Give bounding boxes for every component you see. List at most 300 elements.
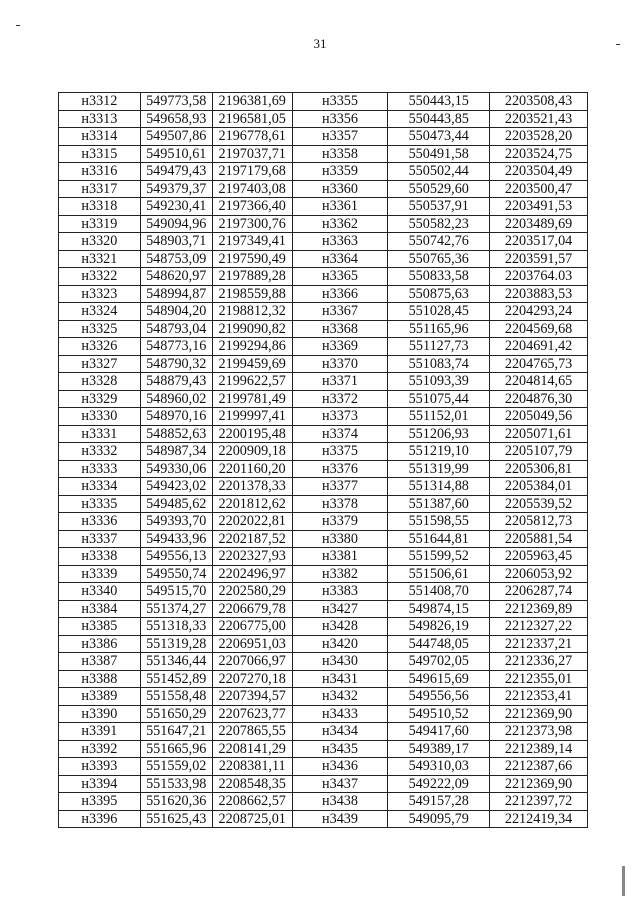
y-left: 2202496,97 [212,565,292,583]
point-id-left: н3388 [59,670,141,688]
y-right: 2212337,21 [490,635,588,653]
x-right: 551206,93 [388,425,490,443]
y-left: 2208548,35 [212,775,292,793]
point-id-left: н3315 [59,145,141,163]
point-id-right: н3436 [292,758,388,776]
x-left: 551318,33 [140,618,212,636]
x-left: 549485,62 [140,495,212,513]
x-right: 550742,76 [388,233,490,251]
table-row [59,583,588,601]
x-right: 550473,44 [388,128,490,146]
y-left: 2199997,41 [212,408,292,426]
x-right: 549874,15 [388,600,490,618]
x-left: 551559,02 [140,758,212,776]
point-id-right: н3366 [292,285,388,303]
table-row [59,355,588,373]
y-right: 2203491,53 [490,198,588,216]
x-right: 551028,45 [388,303,490,321]
table-row [59,250,588,268]
x-left: 551533,98 [140,775,212,793]
x-right: 551083,74 [388,355,490,373]
point-id-right: н3374 [292,425,388,443]
x-right: 551644,81 [388,530,490,548]
y-right: 2212369,90 [490,705,588,723]
x-left: 548793,04 [140,320,212,338]
point-id-left: н3324 [59,303,141,321]
y-left: 2199090,82 [212,320,292,338]
table-row [59,618,588,636]
y-right: 2205384,01 [490,478,588,496]
page-number: 31 [313,36,327,51]
scan-mark-right [616,44,620,45]
point-id-left: н3385 [59,618,141,636]
y-left: 2202327,93 [212,548,292,566]
x-right: 549222,09 [388,775,490,793]
table-row [59,303,588,321]
x-left: 548620,97 [140,268,212,286]
y-right: 2212327,22 [490,618,588,636]
y-right: 2203524,75 [490,145,588,163]
y-left: 2207066,97 [212,653,292,671]
y-right: 2205963,45 [490,548,588,566]
point-id-left: н3392 [59,740,141,758]
point-id-right: н3363 [292,233,388,251]
y-left: 2207865,55 [212,723,292,741]
y-left: 2200195,48 [212,425,292,443]
point-id-right: н3420 [292,635,388,653]
y-right: 2204765,73 [490,355,588,373]
point-id-right: н3430 [292,653,388,671]
x-right: 549389,17 [388,740,490,758]
point-id-right: н3435 [292,740,388,758]
y-right: 2212389,14 [490,740,588,758]
x-right: 551319,99 [388,460,490,478]
y-right: 2203517,04 [490,233,588,251]
x-right: 551408,70 [388,583,490,601]
coordinates-table [58,92,588,828]
x-left: 551620,36 [140,793,212,811]
point-id-right: н3378 [292,495,388,513]
x-left: 551650,29 [140,705,212,723]
y-left: 2202187,52 [212,530,292,548]
coordinates-table-body [59,93,588,828]
y-left: 2199459,69 [212,355,292,373]
x-right: 549310,03 [388,758,490,776]
point-id-left: н3320 [59,233,141,251]
table-row [59,653,588,671]
x-right: 550491,58 [388,145,490,163]
y-right: 2205812,73 [490,513,588,531]
point-id-left: н3333 [59,460,141,478]
point-id-left: н3339 [59,565,141,583]
y-right: 2203883,53 [490,285,588,303]
y-left: 2197349,41 [212,233,292,251]
point-id-right: н3371 [292,373,388,391]
point-id-right: н3355 [292,93,388,111]
table-row [59,233,588,251]
point-id-right: н3437 [292,775,388,793]
table-row [59,268,588,286]
y-left: 2200909,18 [212,443,292,461]
x-right: 551387,60 [388,495,490,513]
table-row [59,93,588,111]
x-right: 551152,01 [388,408,490,426]
point-id-right: н3438 [292,793,388,811]
table-row [59,215,588,233]
point-id-left: н3394 [59,775,141,793]
y-left: 2199294,86 [212,338,292,356]
x-left: 548904,20 [140,303,212,321]
x-right: 549417,60 [388,723,490,741]
point-id-left: н3395 [59,793,141,811]
y-left: 2196381,69 [212,93,292,111]
point-id-right: н3382 [292,565,388,583]
point-id-right: н3427 [292,600,388,618]
x-right: 549510,52 [388,705,490,723]
table-row [59,180,588,198]
x-right: 551093,39 [388,373,490,391]
y-left: 2206679,78 [212,600,292,618]
table-row [59,460,588,478]
y-left: 2207394,57 [212,688,292,706]
table-row [59,758,588,776]
y-left: 2207623,77 [212,705,292,723]
table-row [59,478,588,496]
x-left: 551319,28 [140,635,212,653]
table-row [59,513,588,531]
x-left: 549230,41 [140,198,212,216]
point-id-left: н3313 [59,110,141,128]
point-id-left: н3393 [59,758,141,776]
x-right: 550529,60 [388,180,490,198]
y-right: 2212387,66 [490,758,588,776]
x-left: 549556,13 [140,548,212,566]
x-left: 549550,74 [140,565,212,583]
point-id-right: н3376 [292,460,388,478]
y-right: 2204814,65 [490,373,588,391]
point-id-left: н3396 [59,810,141,828]
y-left: 2197403,08 [212,180,292,198]
y-left: 2197037,71 [212,145,292,163]
point-id-left: н3325 [59,320,141,338]
y-left: 2206951,03 [212,635,292,653]
point-id-right: н3433 [292,705,388,723]
x-right: 551506,61 [388,565,490,583]
point-id-right: н3367 [292,303,388,321]
point-id-left: н3319 [59,215,141,233]
x-left: 551665,96 [140,740,212,758]
table-row [59,688,588,706]
y-left: 2198559,88 [212,285,292,303]
y-right: 2203528,20 [490,128,588,146]
point-id-right: н3432 [292,688,388,706]
x-left: 551625,43 [140,810,212,828]
x-left: 549379,37 [140,180,212,198]
y-right: 2212369,90 [490,775,588,793]
x-right: 544748,05 [388,635,490,653]
x-right: 550765,36 [388,250,490,268]
y-right: 2203504,49 [490,163,588,181]
y-left: 2202580,29 [212,583,292,601]
table-row [59,635,588,653]
point-id-left: н3335 [59,495,141,513]
y-right: 2212336,27 [490,653,588,671]
table-row [59,600,588,618]
table-row [59,565,588,583]
table-row [59,495,588,513]
y-left: 2208381,11 [212,758,292,776]
y-left: 2198812,32 [212,303,292,321]
y-left: 2199622,57 [212,373,292,391]
x-left: 549515,70 [140,583,212,601]
point-id-left: н3338 [59,548,141,566]
point-id-right: н3360 [292,180,388,198]
y-left: 2208141,29 [212,740,292,758]
x-left: 551647,21 [140,723,212,741]
table-row [59,705,588,723]
y-left: 2208662,57 [212,793,292,811]
y-right: 2212397,72 [490,793,588,811]
table-row [59,163,588,181]
table-row [59,775,588,793]
x-right: 549702,05 [388,653,490,671]
y-left: 2208725,01 [212,810,292,828]
y-right: 2205107,79 [490,443,588,461]
x-left: 549423,02 [140,478,212,496]
point-id-left: н3334 [59,478,141,496]
y-right: 2205539,52 [490,495,588,513]
x-right: 549826,19 [388,618,490,636]
x-left: 548753,09 [140,250,212,268]
y-left: 2197366,40 [212,198,292,216]
y-right: 2203521,43 [490,110,588,128]
x-right: 551127,73 [388,338,490,356]
point-id-left: н3331 [59,425,141,443]
x-right: 550443,15 [388,93,490,111]
table-row [59,670,588,688]
point-id-left: н3317 [59,180,141,198]
x-left: 549094,96 [140,215,212,233]
x-right: 549095,79 [388,810,490,828]
y-left: 2199781,49 [212,390,292,408]
table-row [59,810,588,828]
x-left: 549658,93 [140,110,212,128]
x-left: 548987,34 [140,443,212,461]
point-id-right: н3434 [292,723,388,741]
x-right: 549157,28 [388,793,490,811]
point-id-left: н3337 [59,530,141,548]
x-right: 551598,55 [388,513,490,531]
table-row [59,390,588,408]
point-id-left: н3327 [59,355,141,373]
point-id-right: н3380 [292,530,388,548]
point-id-right: н3369 [292,338,388,356]
y-right: 2206053,92 [490,565,588,583]
y-left: 2201812,62 [212,495,292,513]
point-id-left: н3326 [59,338,141,356]
x-right: 551314,88 [388,478,490,496]
y-right: 2205071,61 [490,425,588,443]
x-right: 550875,63 [388,285,490,303]
table-row [59,740,588,758]
point-id-right: н3379 [292,513,388,531]
y-left: 2201160,20 [212,460,292,478]
table-row [59,530,588,548]
y-left: 2207270,18 [212,670,292,688]
x-right: 551075,44 [388,390,490,408]
x-left: 549393,70 [140,513,212,531]
table-row [59,548,588,566]
y-right: 2212355,01 [490,670,588,688]
y-right: 2203764.03 [490,268,588,286]
x-left: 551374,27 [140,600,212,618]
point-id-left: н3328 [59,373,141,391]
point-id-left: н3318 [59,198,141,216]
point-id-right: н3362 [292,215,388,233]
y-right: 2212353,41 [490,688,588,706]
x-left: 549433,96 [140,530,212,548]
y-right: 2203489,69 [490,215,588,233]
table-row [59,145,588,163]
y-right: 2212373,98 [490,723,588,741]
x-left: 551558,48 [140,688,212,706]
point-id-right: н3356 [292,110,388,128]
y-right: 2206287,74 [490,583,588,601]
table-row [59,723,588,741]
y-right: 2204569,68 [490,320,588,338]
y-right: 2203591,57 [490,250,588,268]
point-id-left: н3332 [59,443,141,461]
y-right: 2204876,30 [490,390,588,408]
point-id-right: н3372 [292,390,388,408]
scan-mark-right-lower [622,866,625,896]
point-id-right: н3377 [292,478,388,496]
point-id-left: н3340 [59,583,141,601]
x-right: 549615,69 [388,670,490,688]
point-id-left: н3387 [59,653,141,671]
x-left: 548903,71 [140,233,212,251]
x-right: 551599,52 [388,548,490,566]
table-row [59,320,588,338]
table-row [59,408,588,426]
point-id-right: н3373 [292,408,388,426]
x-left: 548994,87 [140,285,212,303]
point-id-right: н3365 [292,268,388,286]
x-left: 549479,43 [140,163,212,181]
point-id-left: н3391 [59,723,141,741]
point-id-right: н3375 [292,443,388,461]
y-left: 2202022,81 [212,513,292,531]
point-id-right: н3368 [292,320,388,338]
point-id-right: н3383 [292,583,388,601]
point-id-left: н3316 [59,163,141,181]
point-id-left: н3336 [59,513,141,531]
x-left: 551452,89 [140,670,212,688]
x-left: 551346,44 [140,653,212,671]
x-right: 550833,58 [388,268,490,286]
point-id-left: н3314 [59,128,141,146]
table-row [59,338,588,356]
x-right: 550582,23 [388,215,490,233]
point-id-left: н3330 [59,408,141,426]
table-row [59,793,588,811]
y-right: 2203508,43 [490,93,588,111]
x-left: 549510,61 [140,145,212,163]
y-right: 2205881,54 [490,530,588,548]
y-left: 2196581,05 [212,110,292,128]
y-right: 2203500,47 [490,180,588,198]
point-id-right: н3381 [292,548,388,566]
x-left: 549773,58 [140,93,212,111]
table-row [59,285,588,303]
x-left: 548879,43 [140,373,212,391]
table-row [59,443,588,461]
x-left: 549507,86 [140,128,212,146]
scan-mark-left [16,25,20,26]
y-left: 2206775,00 [212,618,292,636]
point-id-right: н3359 [292,163,388,181]
x-left: 549330,06 [140,460,212,478]
point-id-left: н3312 [59,93,141,111]
x-right: 550537,91 [388,198,490,216]
x-right: 549556,56 [388,688,490,706]
x-right: 550443,85 [388,110,490,128]
y-right: 2204691,42 [490,338,588,356]
y-left: 2197179,68 [212,163,292,181]
y-left: 2201378,33 [212,478,292,496]
y-left: 2196778,61 [212,128,292,146]
y-left: 2197889,28 [212,268,292,286]
point-id-right: н3439 [292,810,388,828]
point-id-left: н3389 [59,688,141,706]
point-id-left: н3322 [59,268,141,286]
x-right: 551165,96 [388,320,490,338]
point-id-right: н3358 [292,145,388,163]
x-left: 548790,32 [140,355,212,373]
point-id-right: н3361 [292,198,388,216]
y-left: 2197300,76 [212,215,292,233]
point-id-left: н3390 [59,705,141,723]
x-left: 548852,63 [140,425,212,443]
table-row [59,425,588,443]
y-right: 2205306,81 [490,460,588,478]
y-right: 2212369,89 [490,600,588,618]
x-left: 548970,16 [140,408,212,426]
point-id-left: н3386 [59,635,141,653]
point-id-left: н3323 [59,285,141,303]
table-row [59,128,588,146]
point-id-right: н3364 [292,250,388,268]
point-id-right: н3370 [292,355,388,373]
y-left: 2197590,49 [212,250,292,268]
y-right: 2212419,34 [490,810,588,828]
point-id-right: н3428 [292,618,388,636]
point-id-left: н3384 [59,600,141,618]
x-right: 550502,44 [388,163,490,181]
y-right: 2204293,24 [490,303,588,321]
point-id-right: н3357 [292,128,388,146]
y-right: 2205049,56 [490,408,588,426]
table-row [59,110,588,128]
table-row [59,198,588,216]
point-id-left: н3329 [59,390,141,408]
x-left: 548773,16 [140,338,212,356]
point-id-left: н3321 [59,250,141,268]
table-row [59,373,588,391]
x-right: 551219,10 [388,443,490,461]
point-id-right: н3431 [292,670,388,688]
x-left: 548960,02 [140,390,212,408]
